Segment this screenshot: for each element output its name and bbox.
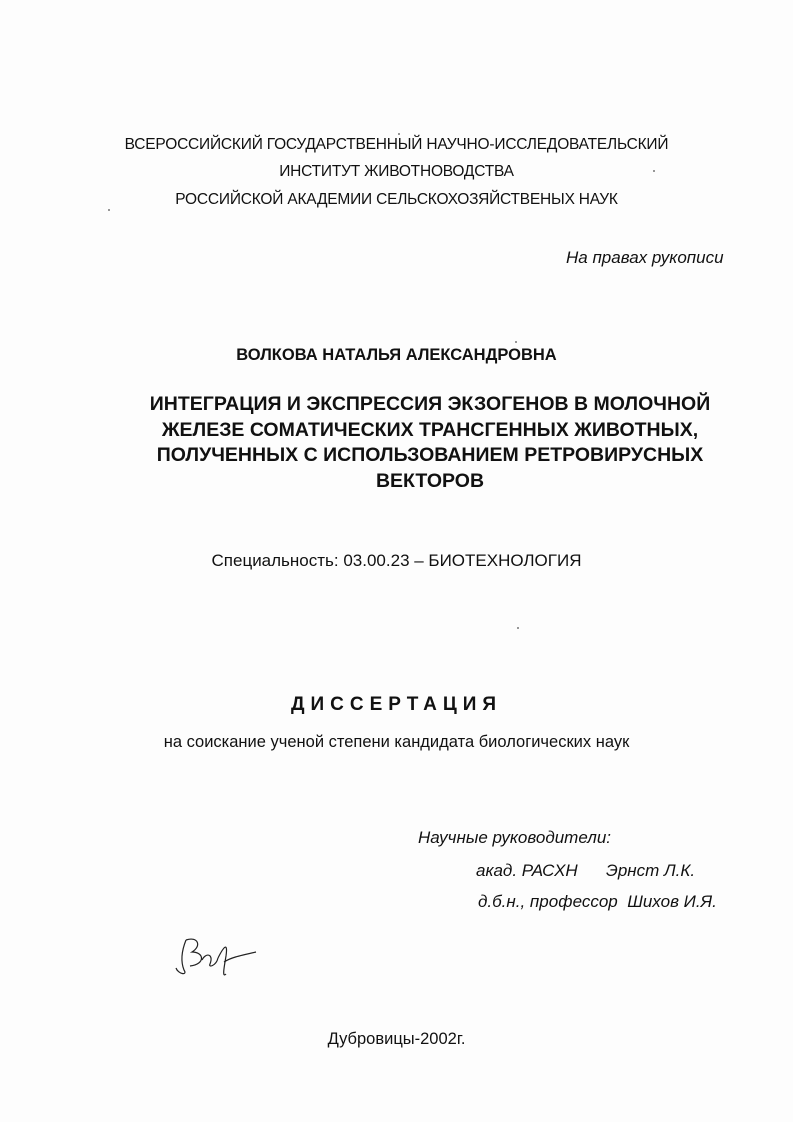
dissertation-title [100, 392, 760, 494]
specialty: Специальность: 03.00.23 – БИОТЕХНОЛОГИЯ [211, 551, 582, 570]
supervisor-first: акад. РАСХН Эрнст Л.К. [476, 861, 696, 880]
dissertation-heading: ДИССЕРТАЦИЯ [290, 694, 503, 715]
institution-line-1: ВСЕРОССИЙСКИЙ ГОСУДАРСТВЕННЫЙ НАУЧНО-ИССЛЕДОВАТЕЛЬСКИЙ [124, 136, 669, 153]
institution-line-2: ИНСТИТУТ ЖИВОТНОВОДСТВА [279, 163, 514, 180]
place-and-year: Дубровицы-2002г. [327, 1030, 466, 1048]
scan-speck [653, 170, 655, 172]
manuscript-note: На правах рукописи [566, 248, 724, 267]
handwritten-signature [172, 932, 262, 982]
supervisor-second: д.б.н., профессор Шихов И.Я. [478, 892, 717, 911]
scan-speck [515, 341, 517, 343]
supervisors-label: Научные руководители: [418, 828, 612, 847]
author-name: ВОЛКОВА НАТАЛЬЯ АЛЕКСАНДРОВНА [236, 346, 557, 364]
title-line-4: ВЕКТОРОВ [375, 469, 485, 492]
scan-speck [517, 627, 519, 629]
title-line-1: ИНТЕГРАЦИЯ И ЭКСПРЕССИЯ ЭКЗОГЕНОВ В МОЛОЧНОЙ [149, 393, 711, 415]
scan-speck [398, 133, 400, 135]
institution-line-3: РОССИЙСКОЙ АКАДЕМИИ СЕЛЬСКОХОЗЯЙСТВЕНЫХ НАУК [175, 191, 618, 208]
title-line-2: ЖЕЛЕЗЕ СОМАТИЧЕСКИХ ТРАНСГЕННЫХ ЖИВОТНЫХ, [161, 418, 699, 441]
scan-speck [108, 209, 110, 211]
dissertation-subtitle: на соискание ученой степени кандидата биологических наук [163, 733, 630, 751]
title-line-3: ПОЛУЧЕННЫХ С ИСПОЛЬЗОВАНИЕМ РЕТРОВИРУСНЫХ [156, 444, 704, 466]
